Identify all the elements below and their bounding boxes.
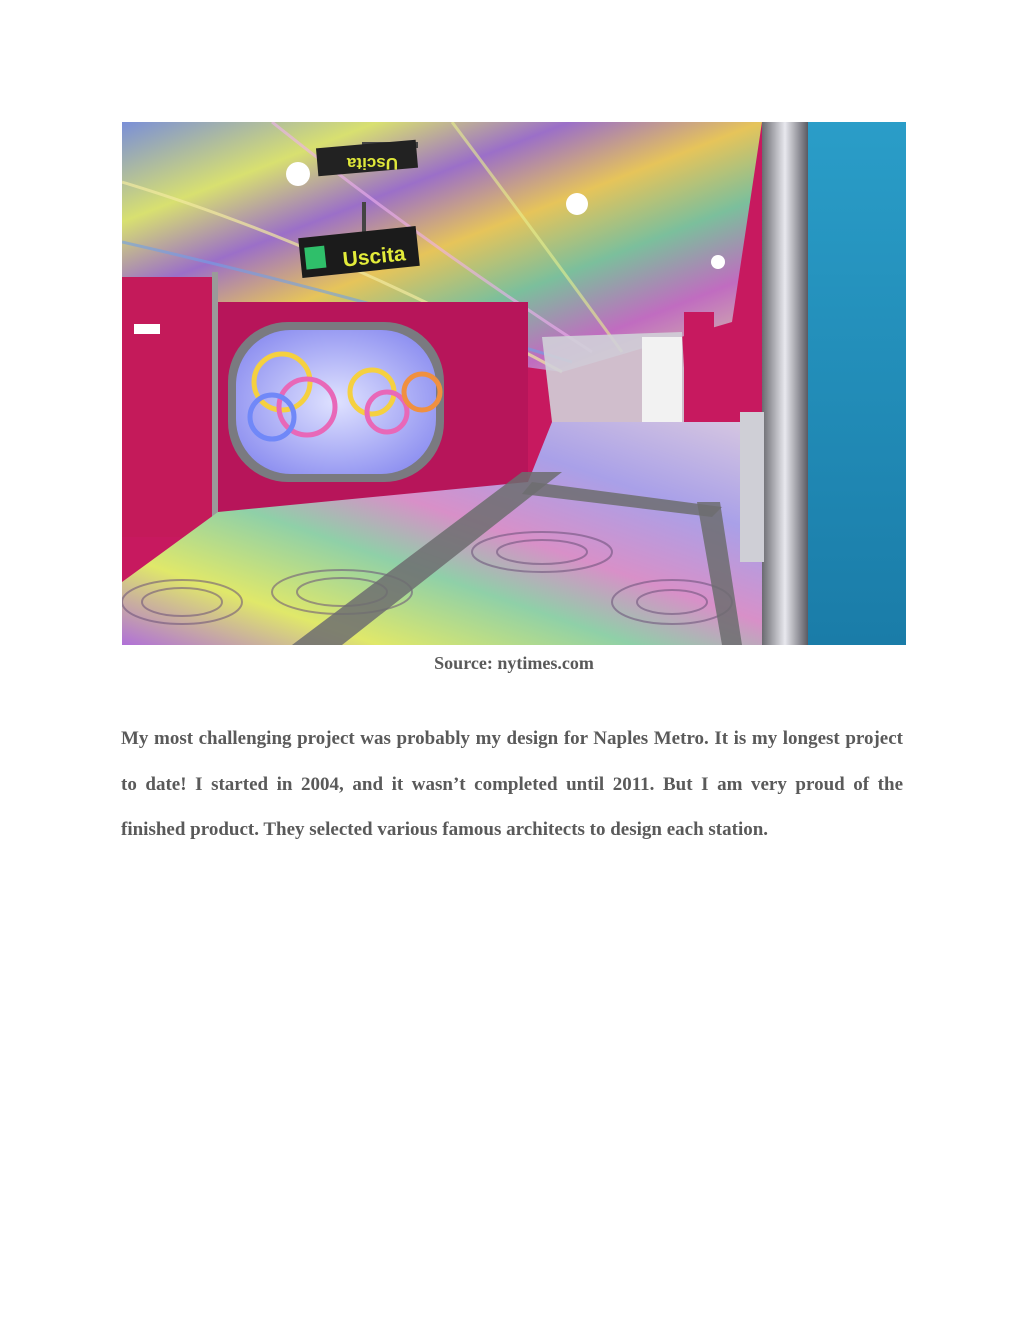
sign-lower-text: Uscita bbox=[341, 242, 407, 272]
body-paragraph: My most challenging project was probably my design for Naples Metro. It is my longest project to date! I started in 2004, and it wasn’t completed until 2011. But I am very proud of the finished product. They selected various famous architects to design each station. bbox=[121, 728, 903, 840]
sign-upper-text: Uscita bbox=[346, 154, 398, 173]
subway-station-photo bbox=[122, 122, 906, 645]
figure-caption: Source: nytimes.com bbox=[434, 653, 594, 673]
photo-illustration bbox=[122, 122, 906, 645]
